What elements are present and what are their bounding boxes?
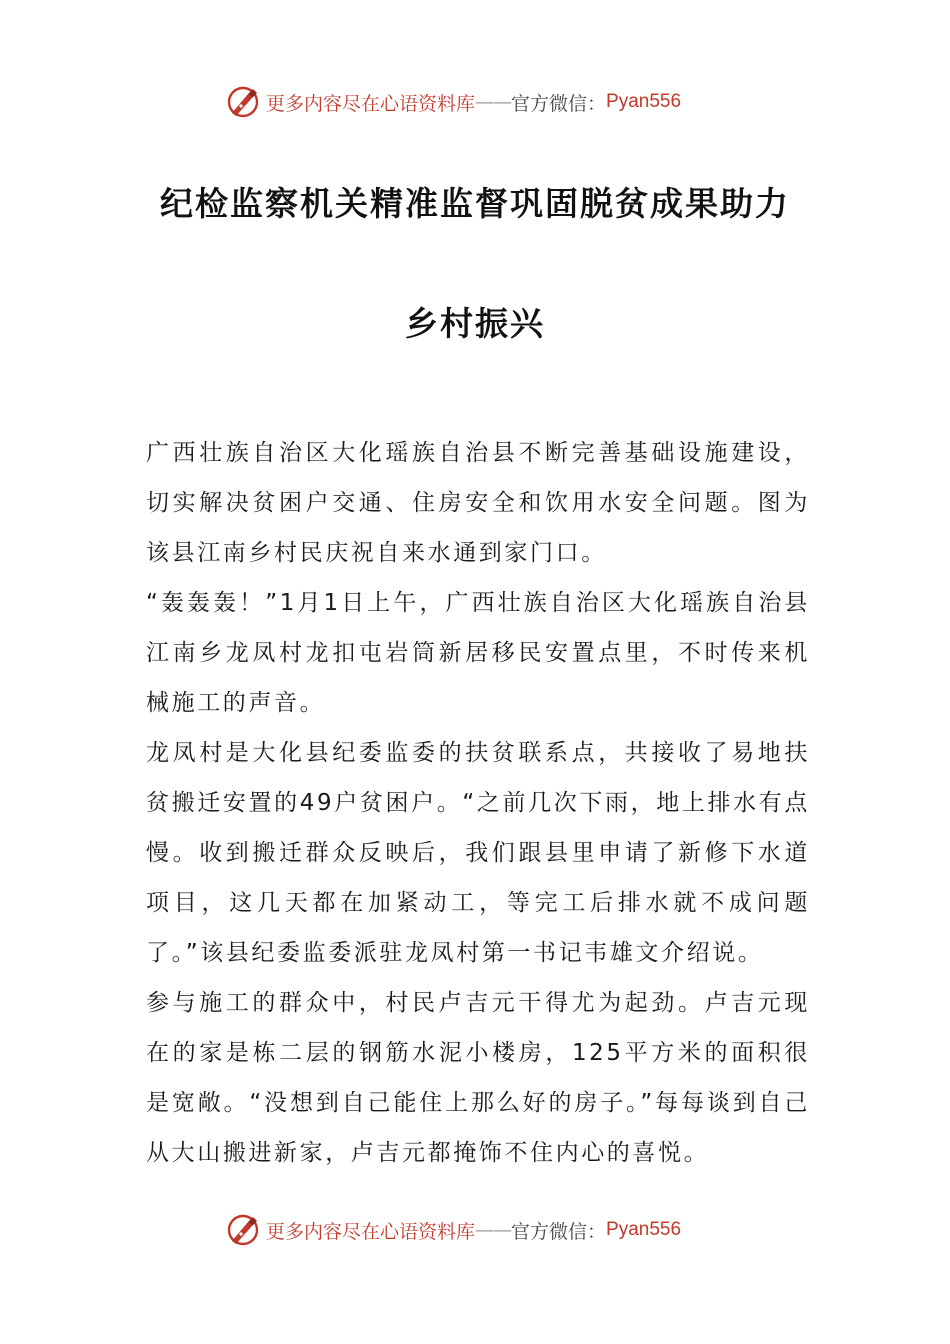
banner-wechat-id: Pyan556 — [606, 91, 682, 112]
header-banner — [226, 82, 746, 122]
banner-brand-text: 更多内容尽在心语资料库 — [266, 92, 476, 115]
pen-nib-logo-icon — [226, 1213, 260, 1247]
pen-nib-logo-icon — [226, 85, 260, 119]
footer-banner — [226, 1210, 746, 1250]
paragraph: 龙凤村是大化县纪委监委的扶贫联系点，共接收了易地扶贫搬迁安置的49户贫困户。“之前几次下雨，地上排水有点慢。收到搬迁群众反映后，我们跟县里申请了新修下水道项目，这几天都在加紧动工，等完工后排水就不成问题了。”该县纪委监委派驻龙凤村第一书记韦雄文介绍说。 — [146, 740, 810, 966]
banner-brand-text: 更多内容尽在心语资料库 — [266, 1220, 476, 1243]
document-body — [146, 428, 810, 1178]
banner-official-label: 官方微信： — [511, 1220, 607, 1243]
paragraph: 参与施工的群众中，村民卢吉元干得尤为起劲。卢吉元现在的家是栋二层的钢筋水泥小楼房，125平方米的面积很是宽敞。“没想到自己能住上那么好的房子。”每每谈到自己从大山搬进新家，卢吉元都掩饰不住内心的喜悦。 — [146, 990, 810, 1166]
paragraph: “轰轰轰！”1月1日上午，广西壮族自治区大化瑶族自治县江南乡龙凤村龙扣屯岩筒新居移民安置点里，不时传来机械施工的声音。 — [146, 590, 810, 716]
banner-dash: —— — [475, 1219, 512, 1241]
document-title-line-1: 纪检监察机关精准监督巩固脱贫成果助力 — [160, 184, 790, 223]
banner-dash: —— — [475, 91, 512, 113]
document-title-line-2: 乡村振兴 — [405, 304, 545, 343]
banner-wechat-id: Pyan556 — [606, 1219, 682, 1240]
paragraph: 广西壮族自治区大化瑶族自治县不断完善基础设施建设，切实解决贫困户交通、住房安全和饮用水安全问题。图为该县江南乡村民庆祝自来水通到家门口。 — [146, 440, 810, 566]
banner-official-label: 官方微信： — [511, 92, 607, 115]
